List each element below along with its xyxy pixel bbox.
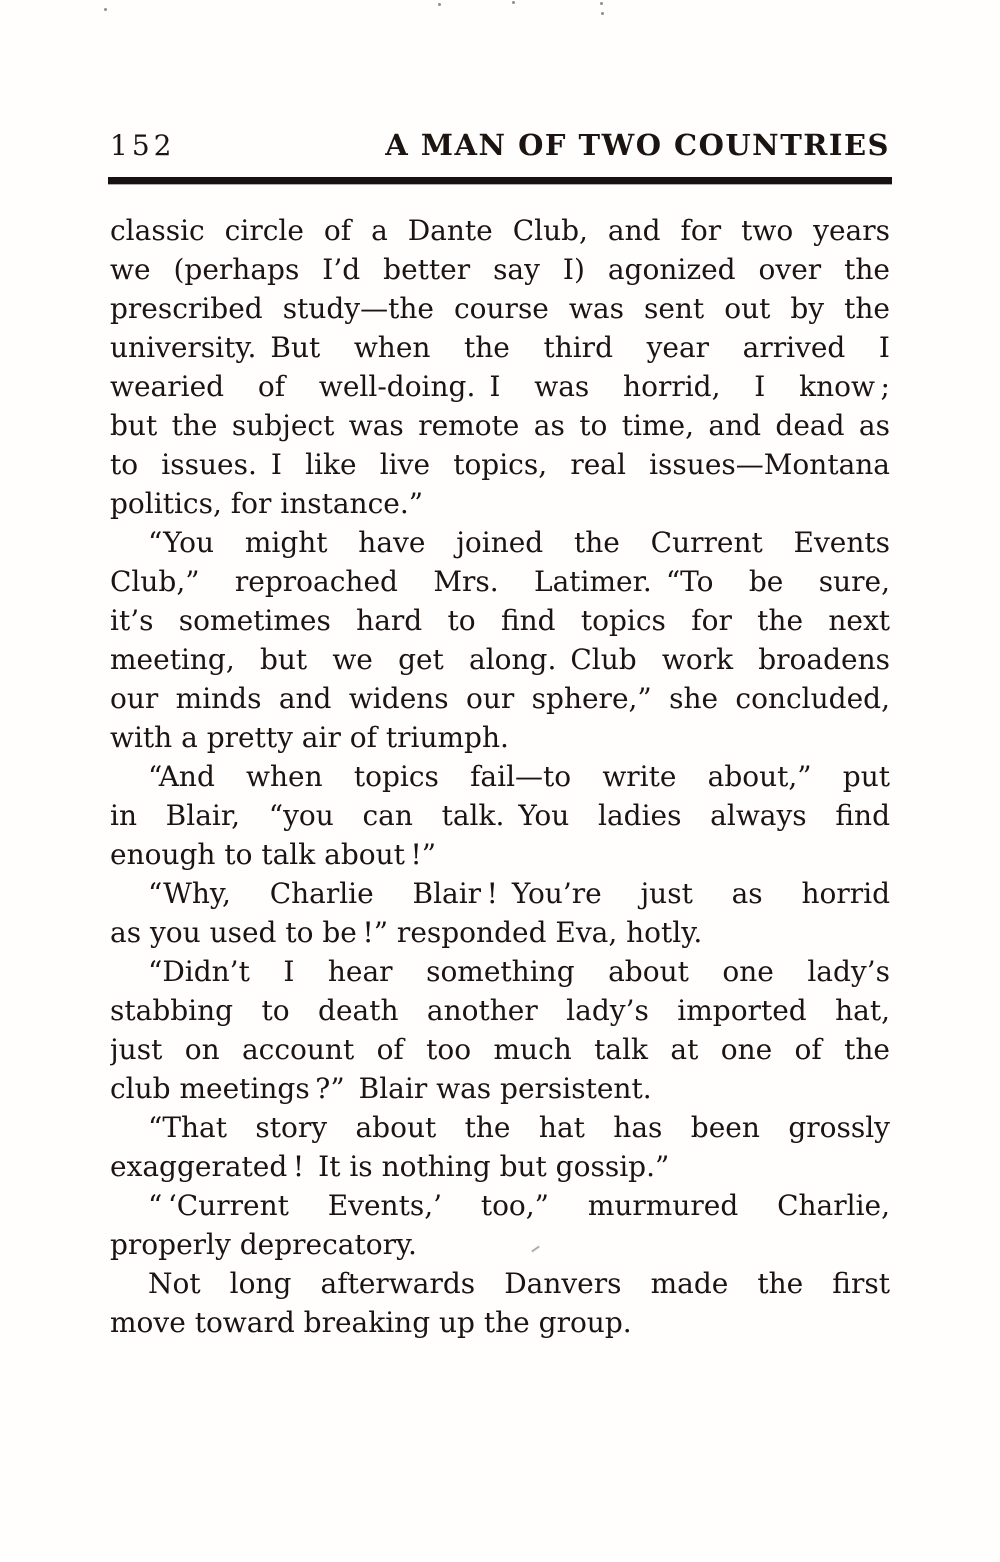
paragraph: [110, 523, 890, 757]
text-line: wearied of well-doing. I was horrid, I know ;: [110, 370, 890, 403]
scan-artifact: [600, 2, 603, 5]
header-rule: [108, 177, 892, 184]
text-line: our minds and widens our sphere,” she concluded,: [110, 682, 890, 715]
page-header: [110, 128, 890, 162]
text-line: university. But when the third year arrived I: [110, 331, 890, 364]
text-line: prescribed study—the course was sent out by the: [110, 292, 890, 325]
text-line: to issues. I like live topics, real issues—Montana: [110, 448, 890, 481]
text-line: it’s sometimes hard to find topics for the next: [110, 604, 890, 637]
paragraph: [110, 211, 890, 523]
text-line: as you used to be !” responded Eva, hotly.: [110, 916, 703, 949]
running-header: A MAN OF TWO COUNTRIES: [385, 128, 890, 162]
text-line: classic circle of a Dante Club, and for two years: [110, 214, 890, 247]
text-line: “And when topics fail—to write about,” put: [148, 760, 890, 793]
text-line: stabbing to death another lady’s imported hat,: [110, 994, 890, 1027]
text-line: Club,” reproached Mrs. Latimer. “To be sure,: [110, 565, 890, 598]
paragraph: [110, 1186, 890, 1264]
text-line: properly deprecatory.: [110, 1228, 417, 1261]
text-line: exaggerated ! It is nothing but gossip.”: [110, 1150, 670, 1183]
text-line: enough to talk about !”: [110, 838, 437, 871]
scan-artifact: [601, 12, 604, 15]
paragraph: [110, 952, 890, 1108]
text-line: with a pretty air of triumph.: [110, 721, 509, 754]
text-line: move toward breaking up the group.: [110, 1306, 632, 1339]
paragraph: [110, 874, 890, 952]
paragraph: [110, 1108, 890, 1186]
paragraph: [110, 757, 890, 874]
text-line: “You might have joined the Current Events: [148, 526, 890, 559]
scan-artifact: [512, 1, 515, 4]
text-line: just on account of too much talk at one of the: [110, 1033, 890, 1066]
scan-artifact: [104, 8, 107, 11]
text-line: club meetings ?” Blair was persistent.: [110, 1072, 652, 1105]
text-line: in Blair, “you can talk. You ladies always find: [110, 799, 890, 832]
text-line: we (perhaps I’d better say I) agonized over the: [110, 253, 890, 286]
text-line: meeting, but we get along. Club work broadens: [110, 643, 890, 676]
text-line: “Didn’t I hear something about one lady’s: [148, 955, 890, 988]
text-line: Not long afterwards Danvers made the first: [148, 1267, 890, 1300]
page-number: 152: [110, 129, 176, 162]
text-line: politics, for instance.”: [110, 487, 424, 520]
text-line: “ ‘Current Events,’ too,” murmured Charlie,: [148, 1189, 890, 1222]
page-body: [110, 211, 890, 1342]
text-line: but the subject was remote as to time, and dead as: [110, 409, 890, 442]
scan-artifact: [438, 3, 441, 6]
paragraph: [110, 1264, 890, 1342]
text-line: “Why, Charlie Blair ! You’re just as horrid: [148, 877, 890, 910]
text-line: “That story about the hat has been grossly: [148, 1111, 890, 1144]
